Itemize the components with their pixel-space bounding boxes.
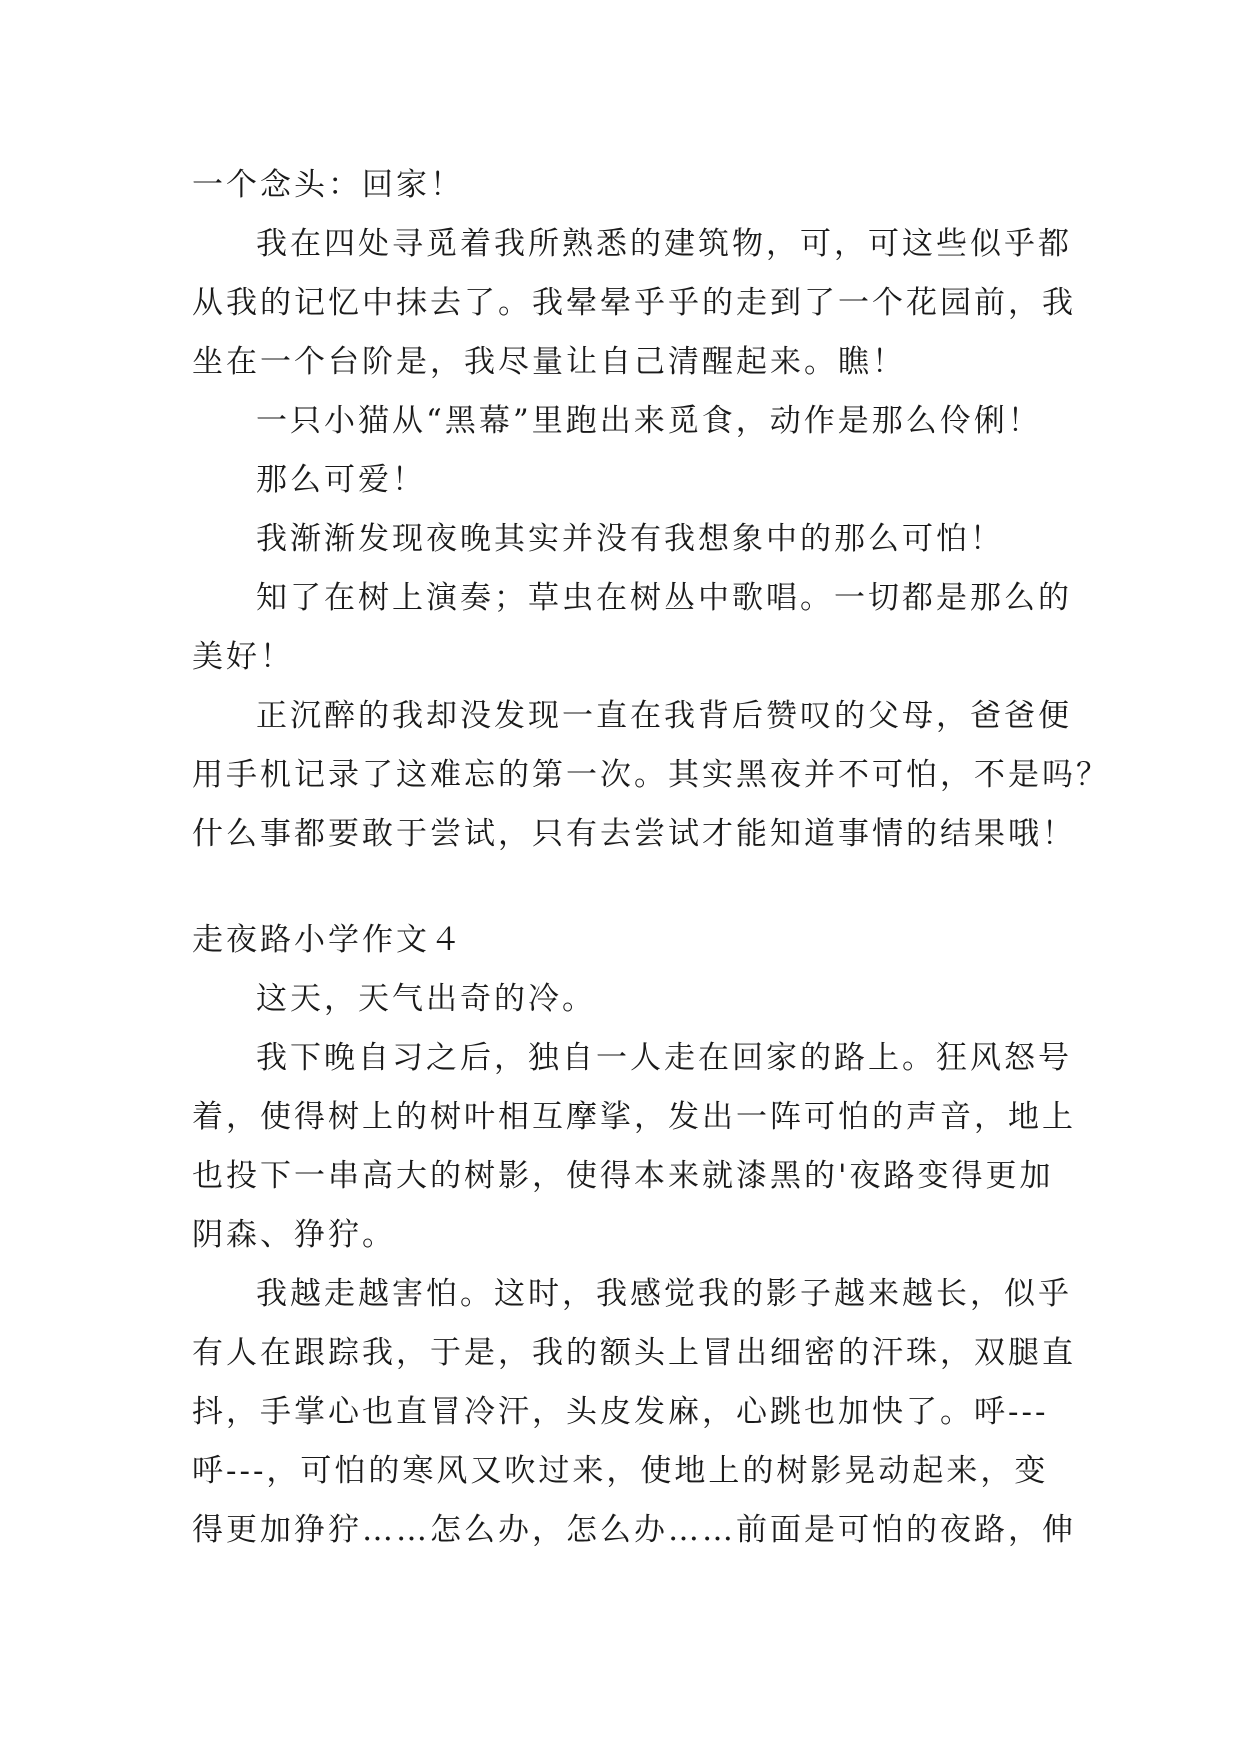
text-line: 抖，手掌心也直冒冷汗，头皮发麻，心跳也加快了。呼--- (192, 1394, 1049, 1430)
paragraph-line: 我在四处寻觅着我所熟悉的建筑物，可，可这些似乎都 (256, 226, 1072, 262)
paragraph-line: 我越走越害怕。这时，我感觉我的影子越来越长，似乎 (256, 1276, 1072, 1312)
text-line: 也投下一串高大的树影，使得本来就漆黑的'夜路变得更加 (192, 1158, 1054, 1194)
paragraph-line: 正沉醉的我却没发现一直在我背后赞叹的父母，爸爸便 (256, 698, 1072, 734)
section-heading: 走夜路小学作文４ (192, 922, 464, 958)
text-line: 呼---，可怕的寒风又吹过来，使地上的树影晃动起来，变 (192, 1453, 1049, 1489)
text-line: 一个念头：回家！ (192, 167, 464, 203)
paragraph-line: 知了在树上演奏；草虫在树丛中歌唱。一切都是那么的 (256, 580, 1072, 616)
text-line: 美好！ (192, 639, 294, 675)
text-line: 什么事都要敢于尝试，只有去尝试才能知道事情的结果哦！ (192, 816, 1076, 852)
text-line: 着，使得树上的树叶相互摩挲，发出一阵可怕的声音，地上 (192, 1099, 1076, 1135)
paragraph-line: 我渐渐发现夜晚其实并没有我想象中的那么可怕！ (256, 521, 1004, 557)
paragraph-line: 我下晚自习之后，独自一人走在回家的路上。狂风怒号 (256, 1040, 1072, 1076)
text-line: 有人在跟踪我，于是，我的额头上冒出细密的汗珠，双腿直 (192, 1335, 1076, 1371)
text-line: 用手机记录了这难忘的第一次。其实黑夜并不可怕，不是吗？ (192, 757, 1110, 793)
paragraph-line: 那么可爱！ (256, 462, 426, 498)
paragraph-line: 这天，天气出奇的冷。 (256, 981, 596, 1017)
text-line: 得更加狰狞……怎么办，怎么办……前面是可怕的夜路，伸 (192, 1512, 1076, 1548)
paragraph-line: 一只小猫从“黑幕”里跑出来觅食，动作是那么伶俐！ (256, 403, 1042, 439)
text-line: 坐在一个台阶是，我尽量让自己清醒起来。瞧！ (192, 344, 906, 380)
text-line: 从我的记忆中抹去了。我晕晕乎乎的走到了一个花园前，我 (192, 285, 1076, 321)
text-line: 阴森、狰狞。 (192, 1217, 396, 1253)
